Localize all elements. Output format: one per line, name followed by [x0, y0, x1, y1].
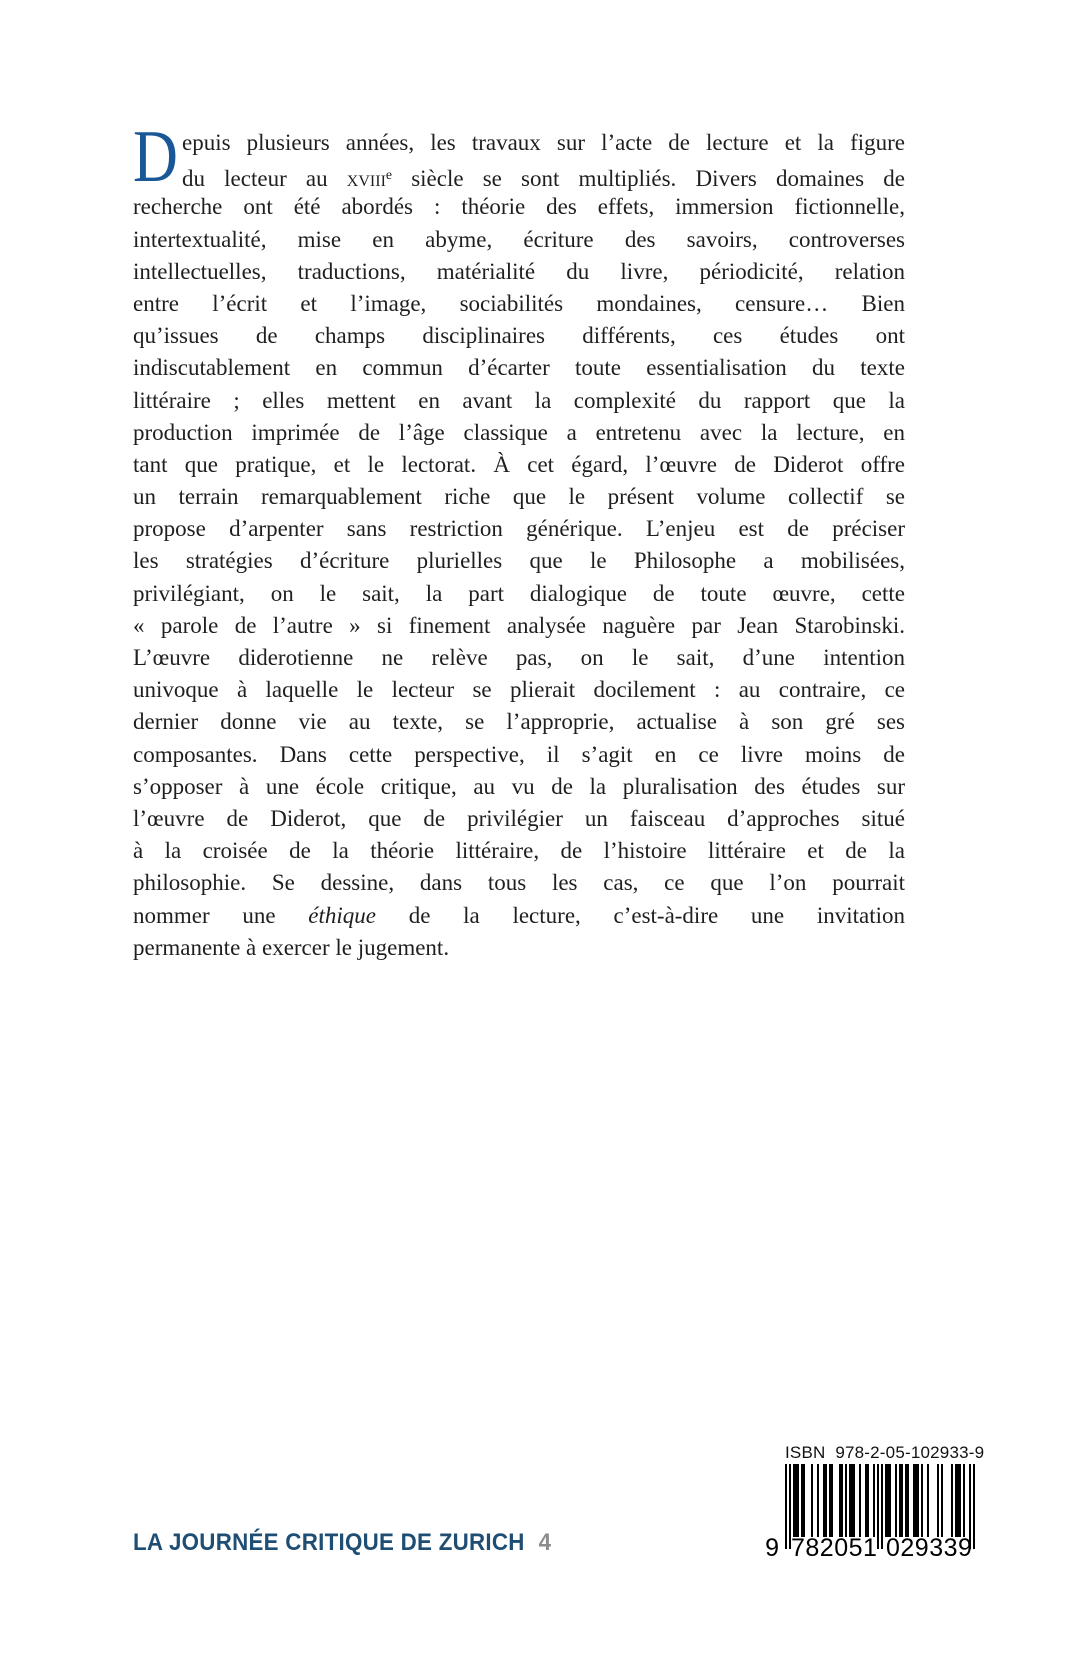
- blurb-line: production imprimée de l’âge classique a entretenu avec la lecture, en: [133, 419, 905, 445]
- barcode-digits-left: 782051: [791, 1534, 878, 1562]
- blurb-line: L’œuvre diderotienne ne relève pas, on le sait, d’une intention: [133, 645, 905, 670]
- blurb-text: [133, 127, 905, 964]
- blurb-line: intellectuelles, traductions, matérialité du livre, périodicité, relation: [133, 258, 905, 284]
- blurb-line: univoque à laquelle le lecteur se plierait docilement : au contraire, ce: [133, 677, 905, 703]
- blurb-line: propose d’arpenter sans restriction générique. L’enjeu est de préciser: [133, 516, 905, 542]
- blurb-line: les stratégies d’écriture plurielles que le Philosophe a mobilisées,: [133, 548, 905, 574]
- blurb-line: philosophie. Se dessine, dans tous les cas, ce que l’on pourrait: [133, 870, 905, 896]
- series-footer: [133, 1529, 551, 1557]
- blurb-line: « parole de l’autre » si finement analysée naguère par Jean Starobinski.: [133, 612, 905, 638]
- blurb-line: recherche ont été abordés : théorie des effets, immersion fictionnelle,: [133, 194, 905, 220]
- blurb-line: dernier donne vie au texte, se l’approprie, actualise à son gré ses: [133, 709, 905, 735]
- blurb-line: à la croisée de la théorie littéraire, de l’histoire littéraire et de la: [133, 838, 905, 864]
- blurb-line: entre l’écrit et l’image, sociabilités mondaines, censure… Bien: [133, 290, 905, 316]
- blurb-line: permanente à exercer le jugement.: [133, 934, 450, 960]
- blurb-line: composantes. Dans cette perspective, il s’agit en ce livre moins de: [133, 741, 905, 767]
- series-title: LA JOURNÉE CRITIQUE DE ZURICH: [133, 1529, 525, 1556]
- barcode-digits-right: 029339: [886, 1534, 973, 1562]
- blurb-line: littéraire ; elles mettent en avant la complexité du rapport que la: [133, 387, 905, 413]
- blurb-line: l’œuvre de Diderot, que de privilégier un faisceau d’approches situé: [133, 805, 905, 831]
- blurb-line: intertextualité, mise en abyme, écriture des savoirs, controverses: [133, 226, 905, 252]
- blurb-line: epuis plusieurs années, les travaux sur l’acte de lecture et la figure: [182, 130, 905, 155]
- blurb-line: qu’issues de champs disciplinaires différents, ces études ont: [133, 323, 905, 349]
- series-number: 4: [538, 1529, 552, 1556]
- barcode-digit-first: 9: [765, 1534, 779, 1562]
- blurb-line: tant que pratique, et le lectorat. À cet égard, l’œuvre de Diderot offre: [133, 451, 905, 477]
- blurb-line: du lecteur au xviii$^e$ siècle se sont multipliés. Divers domaines de: [182, 166, 905, 192]
- isbn-label: ISBN 978-2-05-102933-9: [785, 1443, 985, 1462]
- blurb-line: s’opposer à une école critique, au vu de la pluralisation des études sur: [133, 773, 905, 799]
- blurb-line: un terrain remarquablement riche que le présent volume collectif se: [133, 484, 905, 510]
- blurb-line: privilégiant, on le sait, la part dialogique de toute œuvre, cette: [133, 580, 905, 606]
- blurb-line: nommer une éthique de la lecture, c’est-à-dire une invitation: [133, 902, 905, 928]
- blurb-line: indiscutablement en commun d’écarter toute essentialisation du texte: [133, 355, 905, 381]
- drop-cap-letter: D: [133, 116, 178, 198]
